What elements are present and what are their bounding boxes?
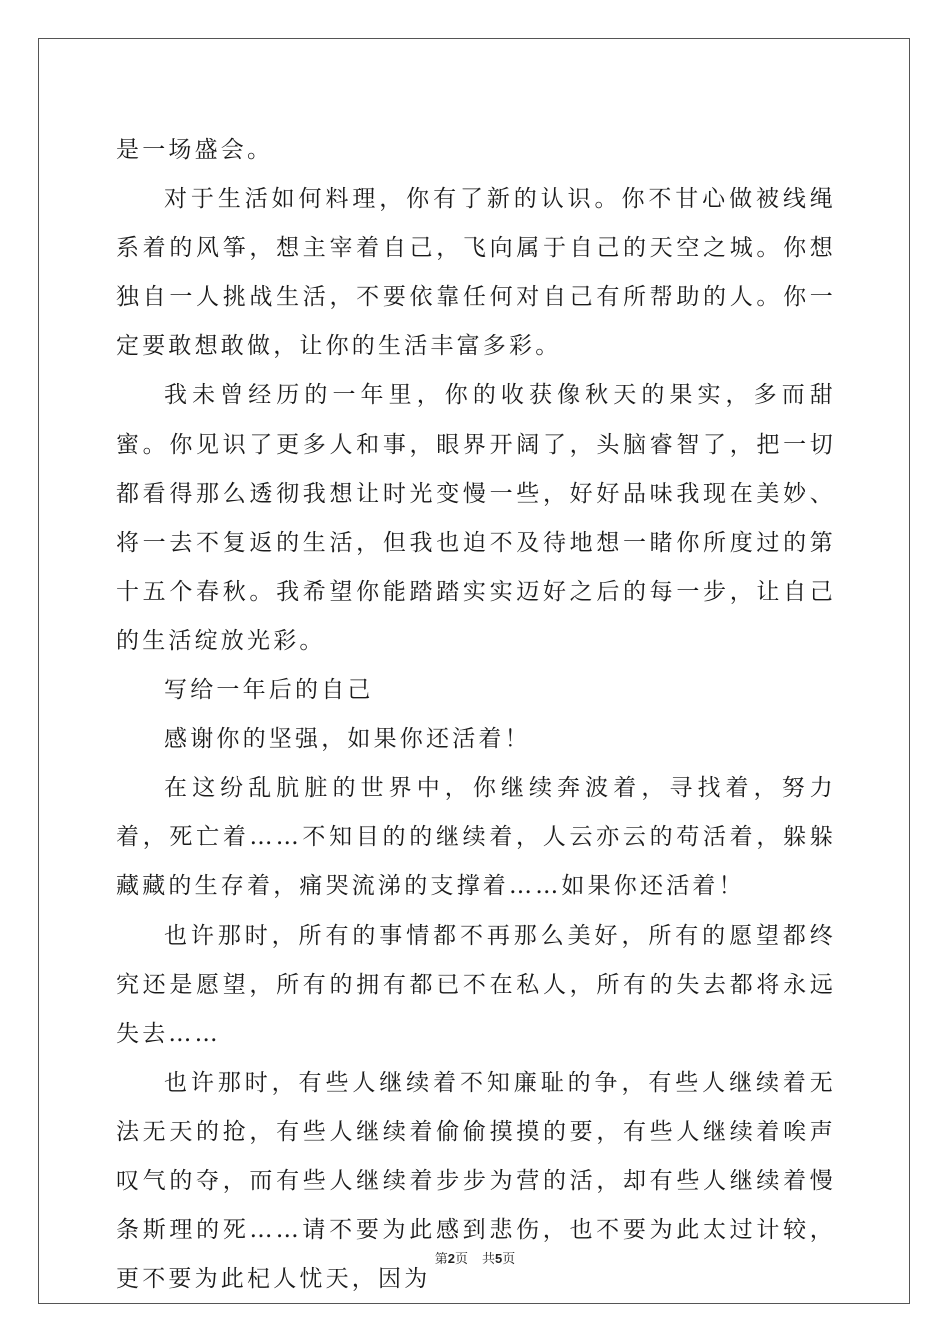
total-suffix: 页 (502, 1252, 516, 1267)
paragraph: 也许那时，有些人继续着不知廉耻的争，有些人继续着无法无天的抢，有些人继续着偷偷摸摸的要，有些人继续着唉声叹气的夺，而有些人继续着步步为营的活，却有些人继续着慢条斯理的死……请不要为此感到悲伤，也不要为此太过计较，更不要为此杞人忧天，因为 (116, 1069, 836, 1293)
paragraph: 在这纷乱肮脏的世界中，你继续奔波着，寻找着，努力着，死亡着……不知目的的继续着，人云亦云的苟活着，躲躲藏藏的生存着，痛哭流涕的支撑着……如果你还活着！ (116, 775, 836, 900)
total-prefix: 共 (482, 1252, 496, 1267)
paragraph: 也许那时，所有的事情都不再那么美好，所有的愿望都终究还是愿望，所有的拥有都已不在私人，所有的失去都将永远失去…… (116, 922, 836, 1047)
paragraph: 我未曾经历的一年里，你的收获像秋天的果实，多而甜蜜。你见识了更多人和事，眼界开阔了，头脑睿智了，把一切都看得那么透彻我想让时光变慢一些，好好品味我现在美妙、将一去不复返的生活，但我也迫不及待地想一睹你所度过的第十五个春秋。我希望你能踏踏实实迈好之后的每一步，让自己的生活绽放光彩。 (116, 382, 836, 654)
page-suffix: 页 (454, 1252, 468, 1267)
page-footer (0, 1248, 950, 1267)
document-body (116, 126, 836, 1304)
paragraph: 对于生活如何料理，你有了新的认识。你不甘心做被线绳系着的风筝，想主宰着自己，飞向属于自己的天空之城。你想独自一人挑战生活，不要依靠任何对自己有所帮助的人。你一定要敢想敢做，让你的生活丰富多彩。 (116, 186, 836, 360)
paragraph: 是一场盛会。 (116, 137, 274, 163)
paragraph: 感谢你的坚强，如果你还活着！ (164, 726, 531, 753)
page-number: 2 (447, 1251, 455, 1266)
section-title: 写给一年后的自己 (164, 677, 374, 704)
total-pages: 5 (495, 1251, 503, 1266)
page-prefix: 第 (434, 1252, 448, 1267)
